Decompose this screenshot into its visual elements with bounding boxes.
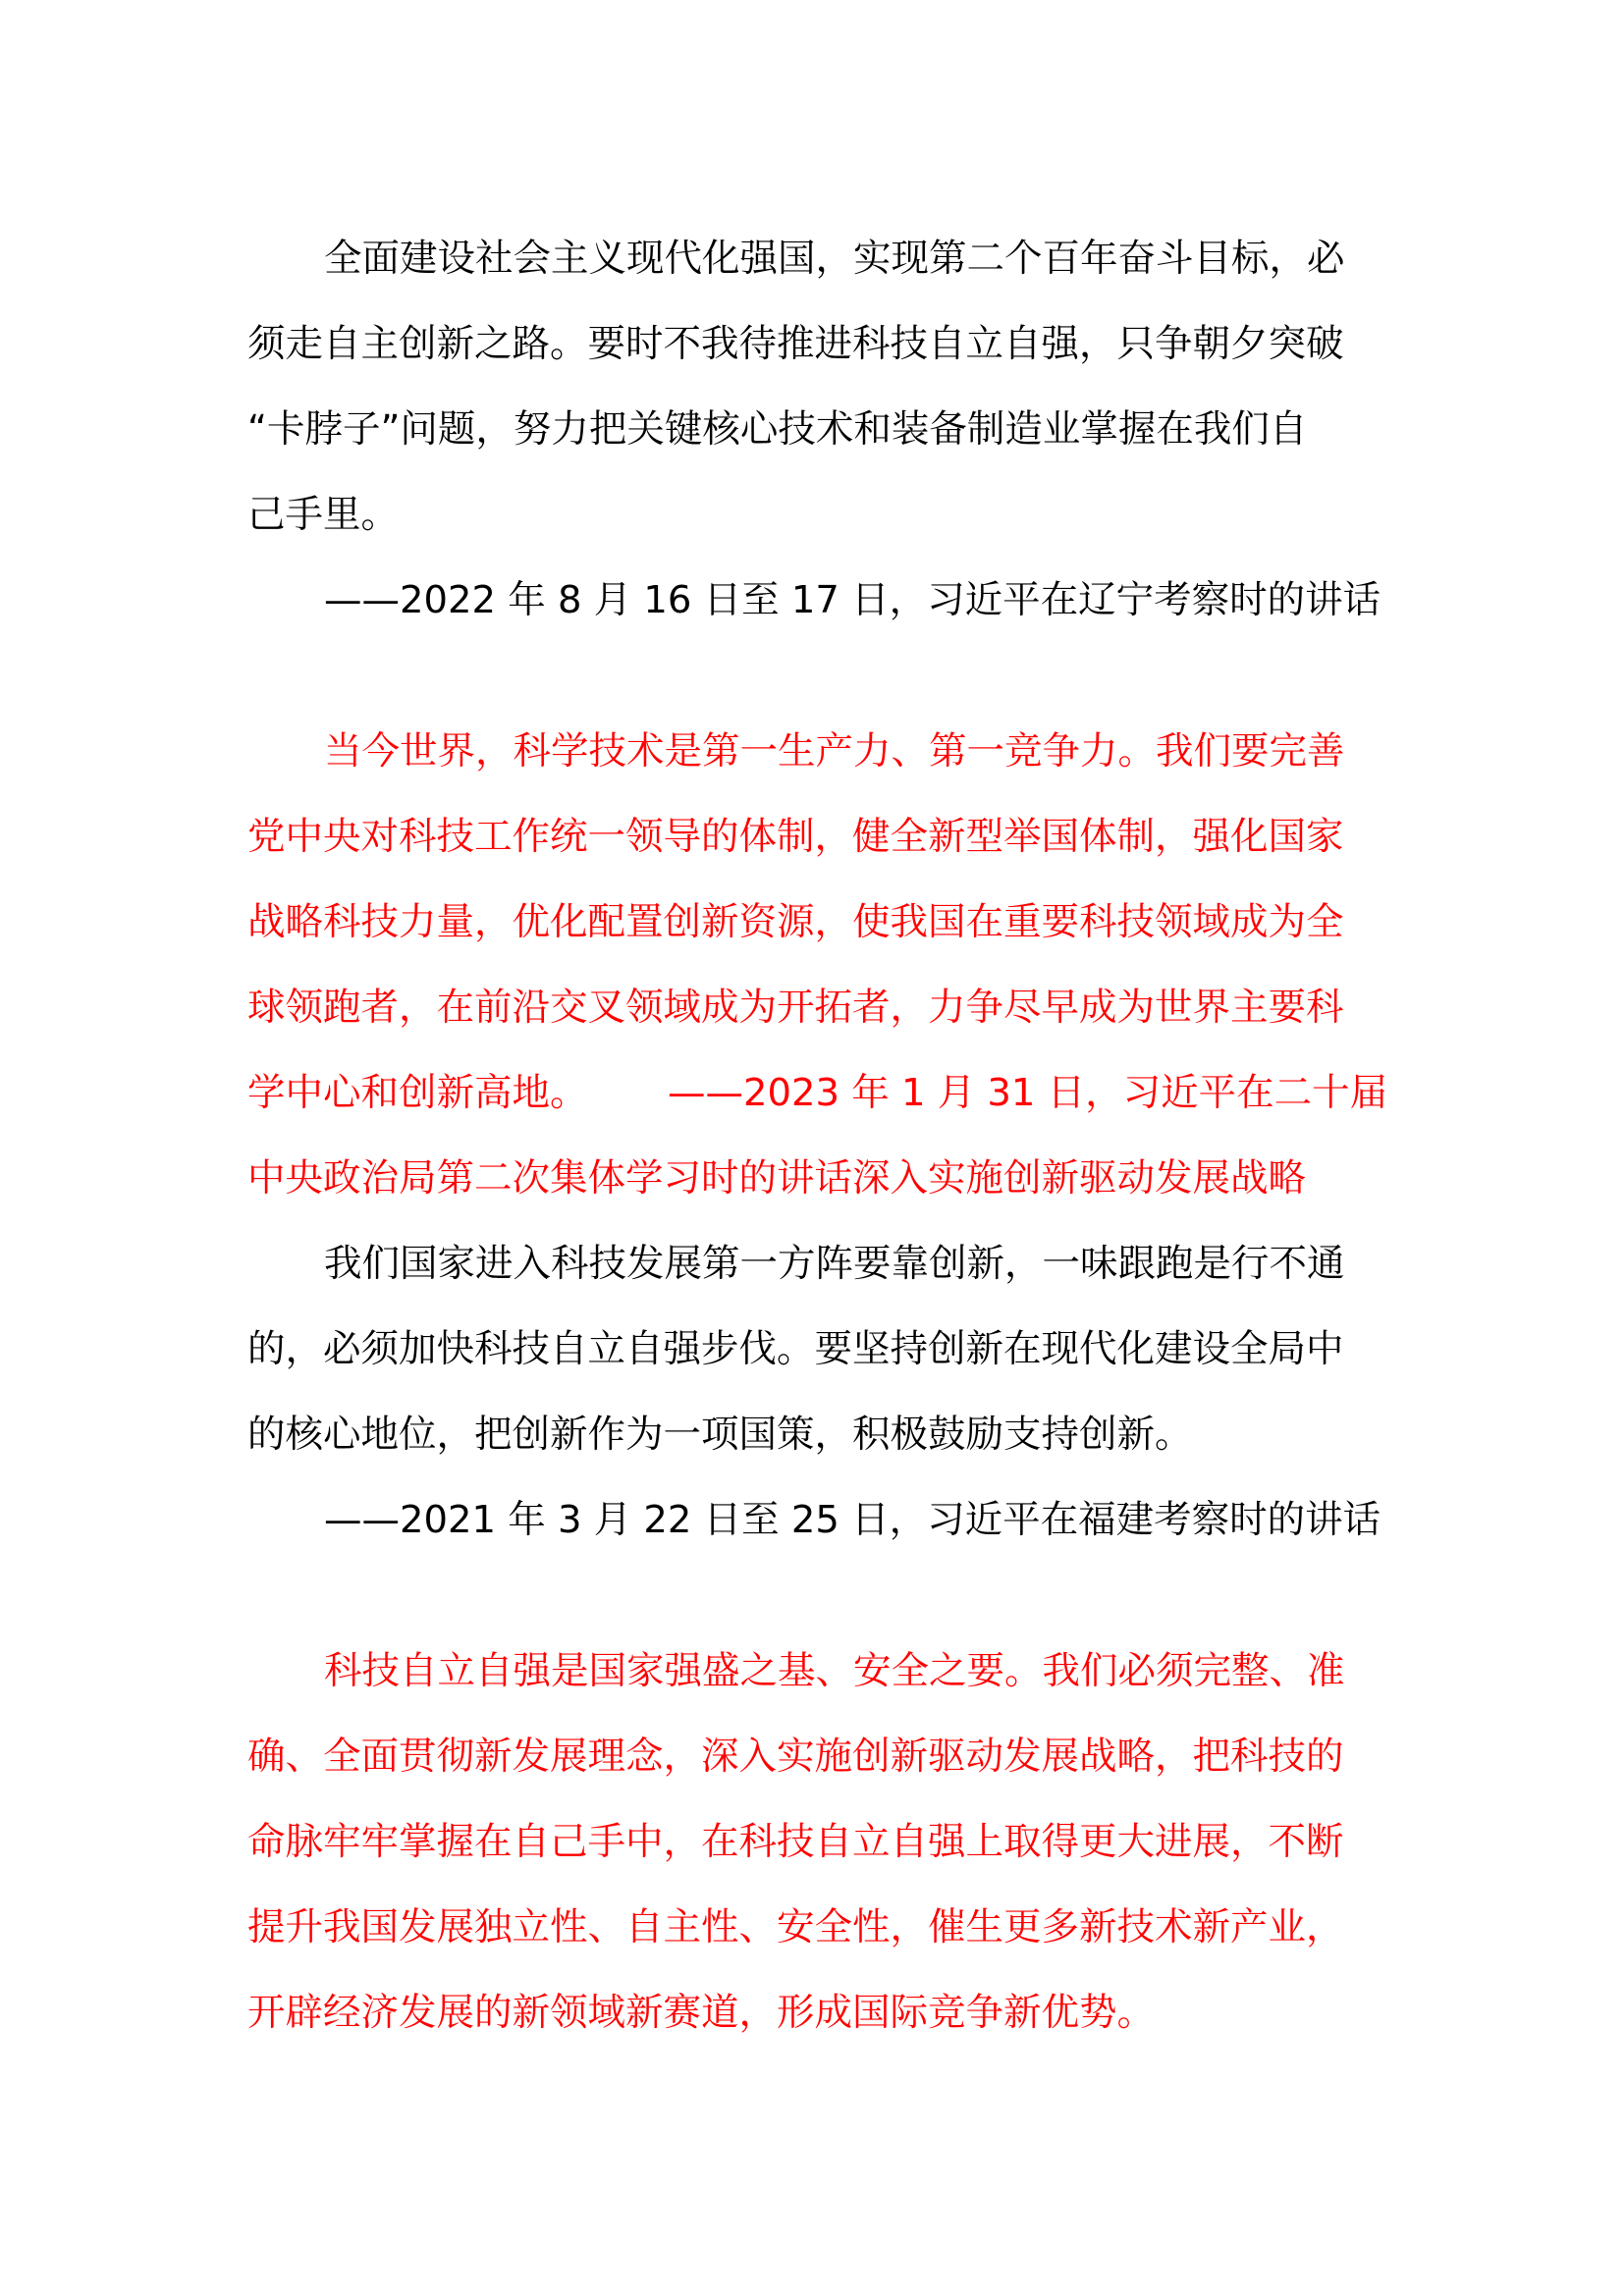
paragraph-line: “卡脖子”问题，努力把关键核心技术和装备制造业掌握在我们自 [247,407,1308,452]
paragraph-line: 我们国家进入科技发展第一方阵要靠创新，一味跟跑是行不通 [324,1242,1345,1286]
paragraph-line: 战略科技力量，优化配置创新资源，使我国在重要科技领域成为全 [247,900,1344,944]
paragraph-line: 球领跑者，在前沿交叉领域成为开拓者，力争尽早成为世界主要科 [247,986,1344,1030]
paragraph-line: 己手里。 [247,493,400,537]
paragraph-line: 命脉牢牢掌握在自己手中，在科技自立自强上取得更大进展，不断 [247,1820,1344,1864]
citation-line: ——2023 年 1 月 31 日，习近平在二十届 [668,1071,1388,1115]
paragraph-line: 科技自立自强是国家强盛之基、安全之要。我们必须完整、准 [324,1649,1345,1693]
citation-line: 中央政治局第二次集体学习时的讲话深入实施创新驱动发展战略 [247,1156,1307,1201]
paragraph-line: 学中心和创新高地。 [247,1071,588,1115]
citation-line: ——2021 年 3 月 22 日至 25 日，习近平在福建考察时的讲话 [324,1498,1381,1542]
paragraph-line: 提升我国发展独立性、自主性、安全性，催生更多新技术新产业， [247,1905,1344,1949]
paragraph-line: 的核心地位，把创新作为一项国策，积极鼓励支持创新。 [247,1413,1193,1457]
paragraph-line: 的，必须加快科技自立自强步伐。要坚持创新在现代化建设全局中 [247,1327,1344,1371]
paragraph-line: 党中央对科技工作统一领导的体制，健全新型举国体制，强化国家 [247,815,1344,859]
citation-line: ——2022 年 8 月 16 日至 17 日，习近平在辽宁考察时的讲话 [324,578,1381,622]
paragraph-line: 开辟经济发展的新领域新赛道，形成国际竞争新优势。 [247,1991,1156,2035]
paragraph-line: 全面建设社会主义现代化强国，实现第二个百年奋斗目标，必 [324,237,1345,281]
paragraph-line: 确、全面贯彻新发展理念，深入实施创新驱动发展战略，把科技的 [247,1735,1344,1779]
paragraph-line: 当今世界，科学技术是第一生产力、第一竞争力。我们要完善 [324,729,1345,774]
paragraph-line: 须走自主创新之路。要时不我待推进科技自立自强，只争朝夕突破 [247,322,1344,366]
